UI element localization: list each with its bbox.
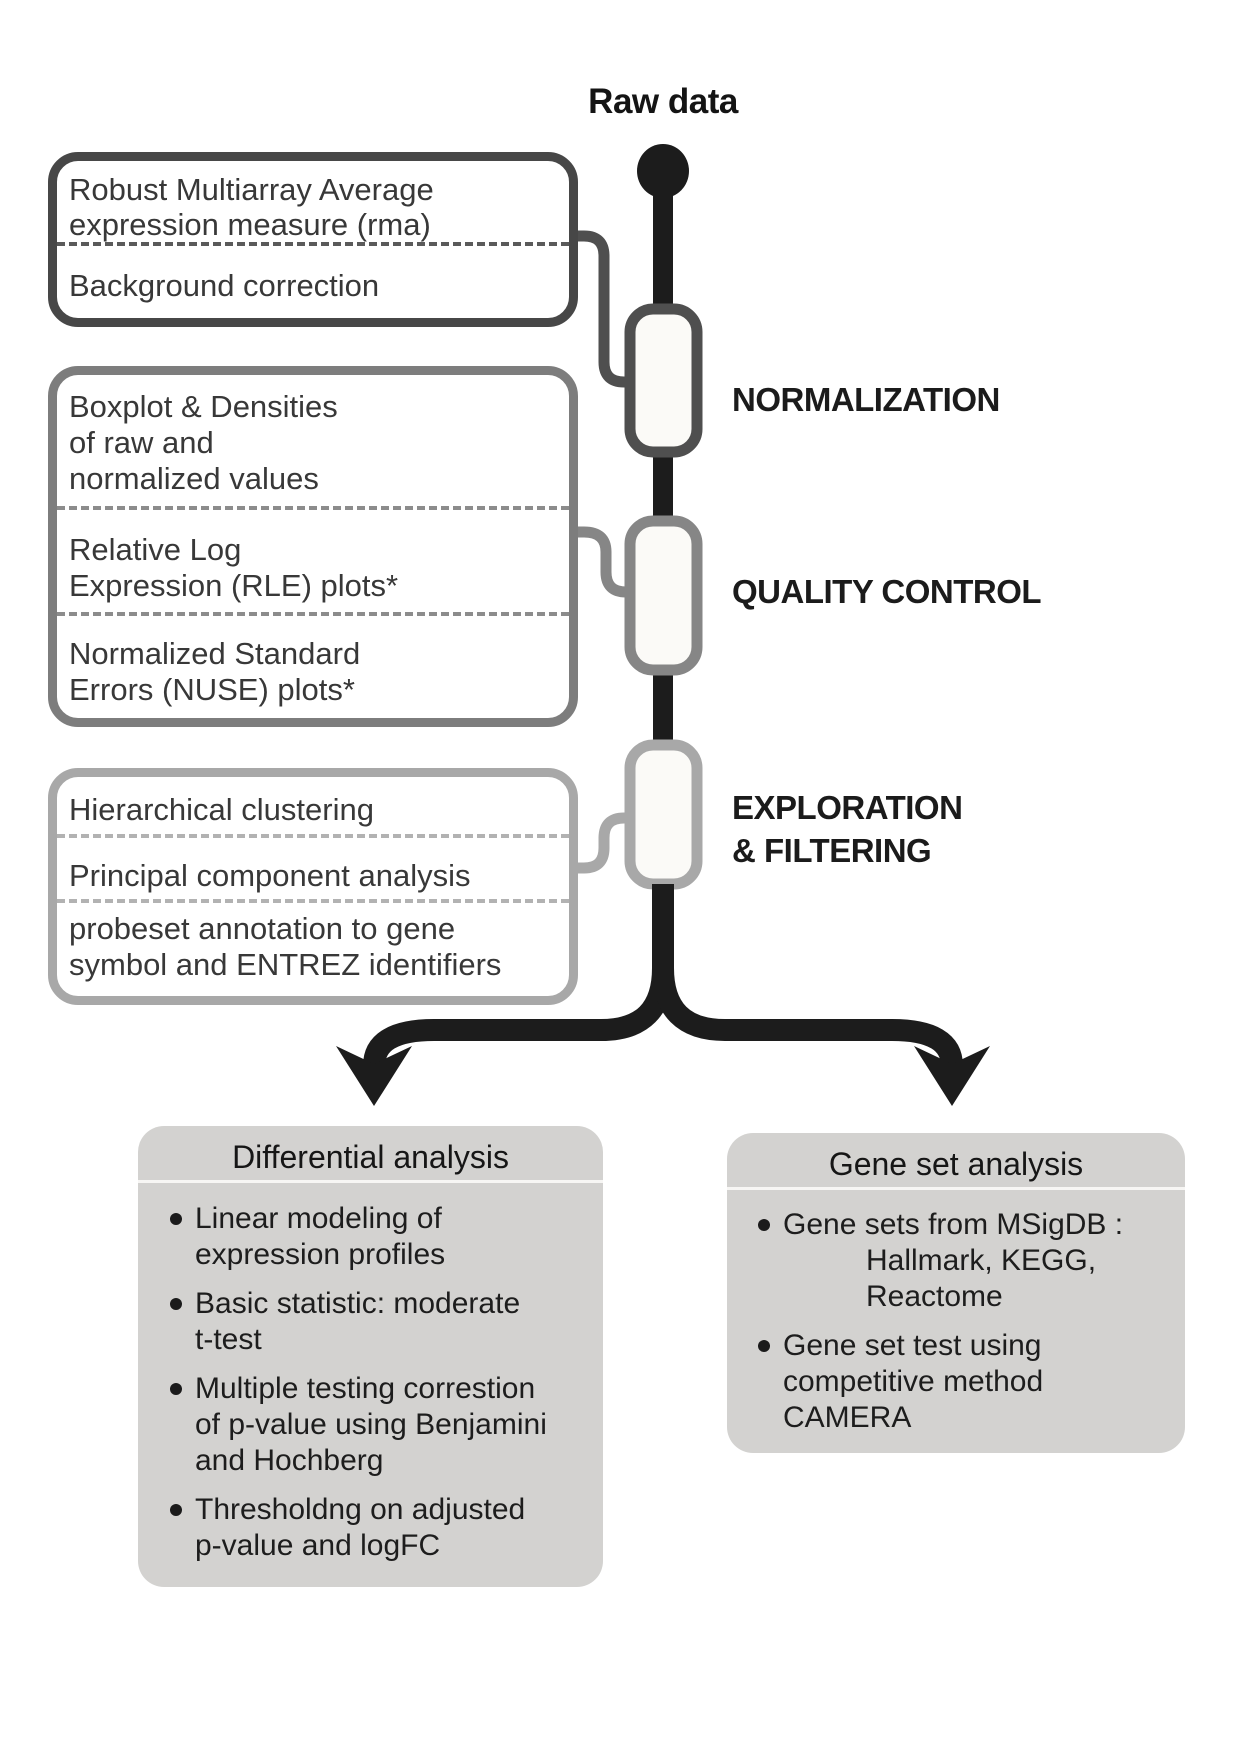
box-text-line: normalized values <box>69 461 319 496</box>
bullet-dot-icon <box>170 1383 182 1395</box>
box-text-line: probeset annotation to gene <box>69 911 456 946</box>
node-exploration <box>630 745 697 884</box>
bullet-item <box>170 1492 593 1564</box>
card-gene-set-analysis <box>727 1133 1185 1453</box>
card-title: Gene set analysis <box>727 1133 1185 1190</box>
bullet-item <box>170 1286 593 1358</box>
stage-label-exploration <box>732 786 962 872</box>
bullet-dot-icon <box>170 1298 182 1310</box>
bullet-line: t-test <box>195 1323 262 1356</box>
stage-label-quality-control: QUALITY CONTROL <box>732 573 1042 610</box>
bullet-line: Reactome <box>866 1280 1003 1313</box>
bullet-line: p-value and logFC <box>195 1529 441 1562</box>
bullet-line: Hallmark, KEGG, <box>866 1244 1097 1277</box>
bullet-line: Gene set test using <box>783 1329 1042 1362</box>
box-text-line: Principal component analysis <box>69 858 471 893</box>
stage-label-exploration-line2: & FILTERING <box>732 832 932 869</box>
box-section <box>57 161 569 246</box>
box-text-line: expression measure (rma) <box>69 207 431 242</box>
stage-label-normalization: NORMALIZATION <box>732 381 1000 418</box>
box-text-line: Background correction <box>69 268 380 303</box>
bullet-line: of p-value using Benjamini <box>195 1408 547 1441</box>
box-text-line: Relative Log <box>69 532 242 567</box>
bullet-list <box>727 1190 1185 1436</box>
box-text-line: Hierarchical clustering <box>69 792 374 827</box>
bullet-line: Linear modeling of <box>195 1202 442 1235</box>
bullet-line: Gene sets from MSigDB : <box>783 1208 1124 1241</box>
raw-data-label: Raw data <box>588 82 738 121</box>
bullet-dot-icon <box>758 1219 770 1231</box>
raw-data-start-dot <box>637 144 689 198</box>
bullet-line: Multiple testing correstion <box>195 1372 536 1405</box>
box-section <box>57 777 569 838</box>
bullet-line: competitive method <box>783 1365 1044 1398</box>
bullet-item <box>170 1201 593 1273</box>
box-text-line: symbol and ENTREZ identifiers <box>69 947 502 982</box>
box-section <box>57 838 569 903</box>
bullet-line: expression profiles <box>195 1238 446 1271</box>
bullet-dot-icon <box>758 1340 770 1352</box>
bullet-dot-icon <box>170 1213 182 1225</box>
bullet-item <box>170 1371 593 1479</box>
card-differential-analysis <box>138 1126 603 1587</box>
box-section <box>57 903 569 983</box>
box-text-line: of raw and <box>69 425 214 460</box>
bullet-item <box>758 1207 1177 1315</box>
box-text-line: Normalized Standard <box>69 636 361 671</box>
bullet-line: CAMERA <box>783 1401 912 1434</box>
node-normalization <box>630 309 697 452</box>
bullet-line: Basic statistic: moderate <box>195 1287 521 1320</box>
methods-box-normalization <box>48 152 578 327</box>
bullet-dot-icon <box>170 1504 182 1516</box>
methods-box-quality-control <box>48 366 578 727</box>
bullet-item <box>758 1328 1177 1436</box>
box-section <box>57 510 569 616</box>
node-quality-control <box>630 521 697 670</box>
bullet-list <box>138 1183 603 1564</box>
box-section <box>57 246 569 303</box>
box-section <box>57 375 569 510</box>
bullet-line: Thresholdng on adjusted <box>195 1493 526 1526</box>
bullet-line: and Hochberg <box>195 1444 384 1477</box>
card-title: Differential analysis <box>138 1126 603 1183</box>
box-text-line: Errors (NUSE) plots* <box>69 672 355 707</box>
box-text-line: Robust Multiarray Average <box>69 172 434 207</box>
branch-arm-right <box>663 884 952 1070</box>
stage-label-exploration-line1: EXPLORATION <box>732 789 963 826</box>
box-text-line: Expression (RLE) plots* <box>69 568 399 603</box>
methods-box-exploration <box>48 768 578 1005</box>
box-text-line: Boxplot & Densities <box>69 389 338 424</box>
box-section <box>57 616 569 708</box>
